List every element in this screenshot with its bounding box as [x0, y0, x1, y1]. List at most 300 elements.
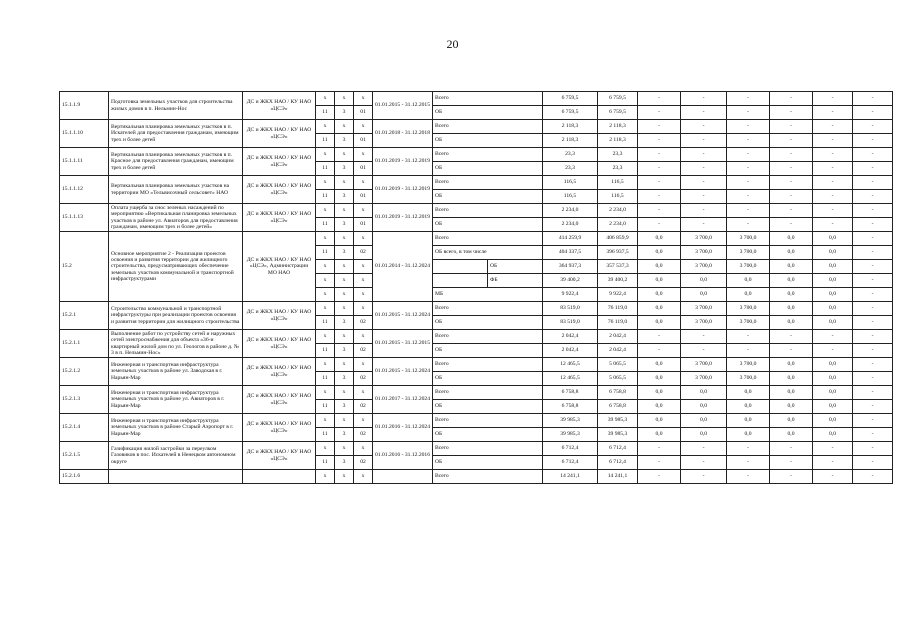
- amount-cell: 0,0: [813, 400, 853, 414]
- row-code: 15.1.1.9: [60, 92, 109, 120]
- amount-cell: -: [813, 344, 853, 358]
- table-row: [60, 148, 893, 162]
- amount-cell: -: [727, 344, 770, 358]
- amount-cell: -: [638, 190, 681, 204]
- budget-code-cell: 02: [354, 400, 373, 414]
- amount-cell: 2 234,0: [598, 218, 638, 232]
- budget-code-cell: 02: [354, 246, 373, 260]
- amount-cell: -: [853, 456, 893, 470]
- budget-code-cell: x: [316, 260, 335, 274]
- budget-code-cell: x: [354, 274, 373, 288]
- funding-source: ОБ: [433, 316, 543, 330]
- budget-code-cell: x: [316, 274, 335, 288]
- budget-code-cell: x: [335, 330, 354, 344]
- amount-cell: -: [770, 204, 813, 218]
- amount-cell: -: [638, 92, 681, 106]
- budget-code-cell: x: [335, 120, 354, 134]
- amount-cell: -: [853, 386, 893, 400]
- budget-code-cell: x: [354, 92, 373, 106]
- budget-code-cell: x: [354, 260, 373, 274]
- amount-cell: 6 758,8: [598, 400, 638, 414]
- amount-cell: -: [853, 190, 893, 204]
- amount-cell: -: [638, 176, 681, 190]
- amount-cell: -: [813, 204, 853, 218]
- funding-source: ФБ: [488, 274, 543, 288]
- amount-cell: -: [770, 92, 813, 106]
- budget-code-cell: 02: [354, 344, 373, 358]
- amount-cell: -: [853, 316, 893, 330]
- amount-cell: -: [681, 176, 727, 190]
- budget-code-cell: 11: [316, 218, 335, 232]
- funding-source: ОБ: [433, 190, 543, 204]
- row-executor: ДС и ЖКХ НАО / КУ НАО «ЦСЭ»: [243, 120, 316, 148]
- amount-cell: 0,0: [681, 274, 727, 288]
- amount-cell: 404 337,5: [543, 246, 598, 260]
- amount-cell: -: [853, 260, 893, 274]
- amount-cell: -: [770, 134, 813, 148]
- amount-cell: -: [681, 330, 727, 344]
- amount-cell: 2 042,4: [598, 330, 638, 344]
- amount-cell: -: [853, 106, 893, 120]
- amount-cell: -: [681, 190, 727, 204]
- amount-cell: -: [770, 470, 813, 484]
- row-executor: ДС и ЖКХ НАО / КУ НАО «ЦСЭ»: [243, 92, 316, 120]
- budget-code-cell: 3: [335, 400, 354, 414]
- funding-source: ОБ: [433, 428, 543, 442]
- amount-cell: 2 234,0: [543, 204, 598, 218]
- amount-cell: 2 118,3: [598, 134, 638, 148]
- row-period: 01.01.2016 - 31.12.2016: [373, 442, 433, 470]
- budget-code-cell: x: [316, 148, 335, 162]
- amount-cell: -: [853, 414, 893, 428]
- budget-code-cell: x: [335, 414, 354, 428]
- page-number: 20: [446, 37, 459, 51]
- funding-source: МБ: [433, 288, 543, 302]
- amount-cell: 0,0: [727, 400, 770, 414]
- amount-cell: -: [638, 148, 681, 162]
- budget-code-cell: 11: [316, 428, 335, 442]
- amount-cell: 6 712,4: [543, 442, 598, 456]
- row-code: 15.1.1.13: [60, 204, 109, 232]
- budget-code-cell: x: [354, 232, 373, 246]
- row-period: 01.01.2019 - 31.12.2019: [373, 176, 433, 204]
- amount-cell: -: [681, 218, 727, 232]
- funding-source: Всего: [433, 176, 543, 190]
- table-row: [60, 442, 893, 456]
- table-row: [60, 358, 893, 372]
- amount-cell: 6 759,5: [543, 106, 598, 120]
- row-executor: ДС и ЖКХ НАО / КУ НАО «ЦСЭ»: [243, 414, 316, 442]
- row-period: [373, 470, 433, 484]
- amount-cell: 39 985,3: [543, 414, 598, 428]
- amount-cell: -: [853, 120, 893, 134]
- amount-cell: -: [681, 148, 727, 162]
- amount-cell: 0,0: [770, 288, 813, 302]
- table-row: [60, 120, 893, 134]
- row-period: 01.01.2017 - 31.12.2024: [373, 386, 433, 414]
- amount-cell: 0,0: [770, 414, 813, 428]
- amount-cell: -: [727, 442, 770, 456]
- table-row: [60, 414, 893, 428]
- budget-code-cell: x: [354, 148, 373, 162]
- amount-cell: 76 119,0: [598, 316, 638, 330]
- indent-cell: [433, 274, 488, 288]
- row-period: 01.01.2016 - 31.12.2024: [373, 414, 433, 442]
- amount-cell: -: [853, 344, 893, 358]
- row-name: Выполнение работ по устройству сетей и наружных сетей электроснабжения для объекта «36-и квартирный жилой дом по ул. Геологов в районе д. № 3 в п. Нельмин-Нос»: [109, 330, 243, 358]
- row-name: Основное мероприятие 2 - Реализация проектов освоения и развития территории для жилищного строительства, предусматривающих обеспечение земельных участков коммунальной и транспортной инфраструктурами: [109, 232, 243, 302]
- row-code: 15.1.1.11: [60, 148, 109, 176]
- budget-code-cell: x: [354, 288, 373, 302]
- amount-cell: -: [681, 344, 727, 358]
- amount-cell: 39 400,2: [543, 274, 598, 288]
- budget-code-cell: 3: [335, 372, 354, 386]
- table-row: [60, 92, 893, 106]
- amount-cell: -: [727, 148, 770, 162]
- amount-cell: -: [853, 92, 893, 106]
- budget-code-cell: x: [354, 204, 373, 218]
- row-name: Строительство коммунальной и транспортной инфраструктуры при реализации проектов освоения и развития территории для жилищного строительства: [109, 302, 243, 330]
- amount-cell: 9 922,4: [543, 288, 598, 302]
- budget-code-cell: 11: [316, 344, 335, 358]
- funding-source: ОБ: [433, 400, 543, 414]
- amount-cell: 39 985,3: [598, 428, 638, 442]
- row-executor: ДС и ЖКХ НАО / КУ НАО «ЦСЭ»: [243, 386, 316, 414]
- budget-code-cell: x: [354, 330, 373, 344]
- row-executor: ДС и ЖКХ НАО / КУ НАО «ЦСЭ»: [243, 442, 316, 470]
- indent-cell: [433, 260, 488, 274]
- amount-cell: 0,0: [638, 428, 681, 442]
- row-period: 01.01.2014 - 31.12.2024: [373, 232, 433, 302]
- budget-code-cell: x: [335, 442, 354, 456]
- amount-cell: 2 042,4: [543, 344, 598, 358]
- amount-cell: 0,0: [813, 372, 853, 386]
- amount-cell: 0,0: [813, 358, 853, 372]
- amount-cell: -: [638, 162, 681, 176]
- amount-cell: 3 700,0: [681, 246, 727, 260]
- amount-cell: -: [813, 134, 853, 148]
- amount-cell: -: [638, 470, 681, 484]
- amount-cell: 3 700,0: [681, 302, 727, 316]
- amount-cell: 83 519,0: [543, 302, 598, 316]
- funding-source: ОБ: [433, 218, 543, 232]
- amount-cell: 23,3: [598, 148, 638, 162]
- table-row: [60, 470, 893, 484]
- amount-cell: 0,0: [638, 400, 681, 414]
- budget-code-cell: 11: [316, 134, 335, 148]
- amount-cell: 6 759,5: [598, 92, 638, 106]
- amount-cell: 0,0: [770, 386, 813, 400]
- row-code: 15.2.1.4: [60, 414, 109, 442]
- budget-code-cell: 3: [335, 162, 354, 176]
- amount-cell: 3 700,0: [727, 372, 770, 386]
- budget-code-cell: x: [316, 414, 335, 428]
- amount-cell: -: [638, 204, 681, 218]
- amount-cell: 0,0: [638, 358, 681, 372]
- amount-cell: 39 985,3: [543, 428, 598, 442]
- row-name: Инженерная и транспортная инфраструктура земельных участков в районе ул. Заводская в г. Нарьян-Мар: [109, 358, 243, 386]
- amount-cell: 0,0: [638, 288, 681, 302]
- funding-source: ОБ: [433, 344, 543, 358]
- budget-code-cell: x: [316, 442, 335, 456]
- amount-cell: -: [727, 106, 770, 120]
- amount-cell: 0,0: [813, 274, 853, 288]
- funding-source: Всего: [433, 148, 543, 162]
- funding-source: ОБ: [488, 260, 543, 274]
- amount-cell: 6 758,8: [543, 386, 598, 400]
- amount-cell: 12 465,5: [543, 358, 598, 372]
- budget-code-cell: x: [354, 470, 373, 484]
- row-executor: ДС и ЖКХ НАО / КУ НАО «ЦСЭ», Администрации МО НАО: [243, 232, 316, 302]
- budget-code-cell: x: [354, 358, 373, 372]
- budget-code-cell: x: [335, 386, 354, 400]
- budget-code-cell: x: [316, 302, 335, 316]
- table-row: [60, 232, 893, 246]
- amount-cell: 23,3: [543, 148, 598, 162]
- amount-cell: 406 859,9: [598, 232, 638, 246]
- amount-cell: 0,0: [813, 414, 853, 428]
- funding-source: ОБ: [433, 162, 543, 176]
- budget-code-cell: x: [316, 176, 335, 190]
- amount-cell: -: [853, 330, 893, 344]
- amount-cell: -: [727, 456, 770, 470]
- amount-cell: 364 937,3: [543, 260, 598, 274]
- amount-cell: -: [853, 246, 893, 260]
- amount-cell: -: [853, 400, 893, 414]
- amount-cell: 0,0: [813, 246, 853, 260]
- amount-cell: 6 712,4: [543, 456, 598, 470]
- amount-cell: 5 065,5: [598, 358, 638, 372]
- funding-source: Всего: [433, 302, 543, 316]
- funding-source: Всего: [433, 232, 543, 246]
- amount-cell: 0,0: [813, 386, 853, 400]
- amount-cell: 0,0: [813, 428, 853, 442]
- amount-cell: 0,0: [727, 288, 770, 302]
- row-code: 15.2.1.6: [60, 470, 109, 484]
- amount-cell: -: [770, 148, 813, 162]
- amount-cell: 39 985,3: [598, 414, 638, 428]
- amount-cell: -: [727, 92, 770, 106]
- budget-code-cell: 3: [335, 428, 354, 442]
- row-code: 15.2.1.3: [60, 386, 109, 414]
- row-period: 01.01.2015 - 31.12.2024: [373, 302, 433, 330]
- amount-cell: 6 759,5: [543, 92, 598, 106]
- amount-cell: 83 519,0: [543, 316, 598, 330]
- amount-cell: 0,0: [813, 260, 853, 274]
- amount-cell: 116,5: [598, 176, 638, 190]
- amount-cell: 0,0: [638, 260, 681, 274]
- amount-cell: -: [727, 120, 770, 134]
- budget-code-cell: 3: [335, 456, 354, 470]
- budget-code-cell: x: [335, 470, 354, 484]
- budget-code-cell: x: [354, 120, 373, 134]
- row-period: 01.01.2015 - 31.12.2024: [373, 358, 433, 386]
- amount-cell: -: [813, 162, 853, 176]
- budget-code-cell: x: [335, 92, 354, 106]
- amount-cell: 6 712,4: [598, 442, 638, 456]
- budget-table: [59, 91, 893, 484]
- amount-cell: -: [681, 204, 727, 218]
- amount-cell: 3 700,0: [727, 260, 770, 274]
- row-name: Вертикальная планировка земельных участков в п. Искателей для предоставления гражданам, имеющим трех и более детей: [109, 120, 243, 148]
- amount-cell: 0,0: [813, 316, 853, 330]
- amount-cell: -: [770, 330, 813, 344]
- amount-cell: 2 118,3: [543, 134, 598, 148]
- funding-source: Всего: [433, 358, 543, 372]
- amount-cell: 6 758,8: [598, 386, 638, 400]
- amount-cell: 3 700,0: [681, 260, 727, 274]
- budget-code-cell: 02: [354, 316, 373, 330]
- amount-cell: -: [681, 120, 727, 134]
- table-row: [60, 386, 893, 400]
- amount-cell: 39 400,2: [598, 274, 638, 288]
- budget-code-cell: 11: [316, 106, 335, 120]
- amount-cell: 2 042,4: [543, 330, 598, 344]
- amount-cell: -: [813, 190, 853, 204]
- amount-cell: 3 700,0: [681, 232, 727, 246]
- amount-cell: -: [770, 456, 813, 470]
- budget-code-cell: 3: [335, 218, 354, 232]
- amount-cell: -: [813, 442, 853, 456]
- budget-code-cell: 02: [354, 428, 373, 442]
- amount-cell: 0,0: [770, 302, 813, 316]
- amount-cell: -: [813, 456, 853, 470]
- amount-cell: 0,0: [770, 260, 813, 274]
- row-executor: ДС и ЖКХ НАО / КУ НАО «ЦСЭ»: [243, 176, 316, 204]
- amount-cell: 0,0: [681, 400, 727, 414]
- funding-source: Всего: [433, 414, 543, 428]
- row-name: [109, 470, 243, 484]
- amount-cell: 0,0: [813, 288, 853, 302]
- amount-cell: -: [813, 470, 853, 484]
- row-name: Вертикальная планировка земельных участков в п. Красное для предоставления гражданам, имеющим трех и более детей: [109, 148, 243, 176]
- amount-cell: 6 758,8: [543, 400, 598, 414]
- amount-cell: -: [770, 190, 813, 204]
- amount-cell: -: [853, 372, 893, 386]
- amount-cell: 0,0: [770, 232, 813, 246]
- amount-cell: 0,0: [813, 302, 853, 316]
- amount-cell: 0,0: [638, 232, 681, 246]
- amount-cell: 0,0: [638, 246, 681, 260]
- amount-cell: -: [638, 106, 681, 120]
- amount-cell: -: [813, 176, 853, 190]
- table-row: [60, 204, 893, 218]
- row-code: 15.2.1.5: [60, 442, 109, 470]
- budget-code-cell: x: [354, 414, 373, 428]
- amount-cell: -: [681, 134, 727, 148]
- amount-cell: 3 700,0: [727, 316, 770, 330]
- budget-code-cell: x: [316, 288, 335, 302]
- amount-cell: -: [813, 148, 853, 162]
- amount-cell: 116,5: [543, 176, 598, 190]
- row-name: Инженерная и транспортная инфраструктура земельных участков в районе ул. Авиаторов в г. Нарьян-Мар: [109, 386, 243, 414]
- amount-cell: 14 241,1: [543, 470, 598, 484]
- amount-cell: 414 259,9: [543, 232, 598, 246]
- budget-code-cell: x: [335, 260, 354, 274]
- amount-cell: 2 042,4: [598, 344, 638, 358]
- amount-cell: 3 700,0: [727, 358, 770, 372]
- row-name: Газификация жилой застройки за переулком Газовиков в пос. Искателей в Ненецком автономном округе: [109, 442, 243, 470]
- amount-cell: 0,0: [638, 302, 681, 316]
- table-row: [60, 176, 893, 190]
- amount-cell: 23,3: [598, 162, 638, 176]
- budget-code-cell: 01: [354, 106, 373, 120]
- amount-cell: -: [727, 190, 770, 204]
- amount-cell: 0,0: [638, 372, 681, 386]
- amount-cell: -: [638, 344, 681, 358]
- budget-code-cell: 11: [316, 162, 335, 176]
- row-executor: ДС и ЖКХ НАО / КУ НАО «ЦСЭ»: [243, 302, 316, 330]
- amount-cell: -: [853, 176, 893, 190]
- amount-cell: -: [853, 232, 893, 246]
- budget-code-cell: x: [316, 358, 335, 372]
- budget-code-cell: x: [354, 386, 373, 400]
- amount-cell: -: [853, 148, 893, 162]
- budget-code-cell: x: [335, 148, 354, 162]
- budget-code-cell: 3: [335, 134, 354, 148]
- amount-cell: -: [813, 120, 853, 134]
- amount-cell: -: [770, 218, 813, 232]
- amount-cell: 9 922,4: [598, 288, 638, 302]
- funding-source: Всего: [433, 442, 543, 456]
- amount-cell: -: [681, 162, 727, 176]
- budget-code-cell: 11: [316, 246, 335, 260]
- funding-source: ОБ: [433, 456, 543, 470]
- budget-code-cell: x: [316, 386, 335, 400]
- budget-code-cell: 11: [316, 190, 335, 204]
- amount-cell: -: [853, 218, 893, 232]
- amount-cell: -: [853, 274, 893, 288]
- funding-source: Всего: [433, 120, 543, 134]
- budget-code-cell: x: [335, 302, 354, 316]
- amount-cell: 0,0: [770, 274, 813, 288]
- row-period: 01.01.2019 - 31.12.2019: [373, 148, 433, 176]
- amount-cell: 0,0: [681, 288, 727, 302]
- amount-cell: -: [638, 120, 681, 134]
- budget-code-cell: x: [316, 232, 335, 246]
- budget-code-cell: 3: [335, 344, 354, 358]
- budget-code-cell: x: [316, 470, 335, 484]
- amount-cell: -: [853, 358, 893, 372]
- budget-code-cell: 3: [335, 316, 354, 330]
- amount-cell: -: [681, 456, 727, 470]
- row-executor: ДС и ЖКХ НАО / КУ НАО «ЦСЭ»: [243, 358, 316, 386]
- budget-code-cell: x: [335, 274, 354, 288]
- row-executor: ДС и ЖКХ НАО / КУ НАО «ЦСЭ»: [243, 148, 316, 176]
- budget-code-cell: x: [354, 442, 373, 456]
- amount-cell: -: [638, 442, 681, 456]
- row-code: 15.2: [60, 232, 109, 302]
- amount-cell: 0,0: [770, 400, 813, 414]
- row-name: Вертикальная планировка земельных участков на территории МО «Тельвисочный сельсовет» НАО: [109, 176, 243, 204]
- funding-source: ОБ всего, в том числе: [433, 246, 543, 260]
- amount-cell: -: [727, 204, 770, 218]
- budget-code-cell: 11: [316, 372, 335, 386]
- amount-cell: -: [727, 134, 770, 148]
- funding-source: ОБ: [433, 106, 543, 120]
- funding-source: Всего: [433, 204, 543, 218]
- funding-source: Всего: [433, 470, 543, 484]
- budget-code-cell: x: [354, 176, 373, 190]
- amount-cell: -: [813, 106, 853, 120]
- row-executor: ДС и ЖКХ НАО / КУ НАО «ЦСЭ»: [243, 204, 316, 232]
- budget-code-cell: x: [335, 358, 354, 372]
- amount-cell: 3 700,0: [727, 302, 770, 316]
- row-name: Подготовка земельных участков для строительства жилых домов в п. Нельмин-Нос: [109, 92, 243, 120]
- row-name: Оплата ущерба за снос зеленых насаждений по мероприятию «Вертикальная планировка земельных участков в районе ул. Авиаторов для предоставления гражданам, имеющим трех и более детей»: [109, 204, 243, 232]
- amount-cell: -: [853, 162, 893, 176]
- amount-cell: 0,0: [638, 316, 681, 330]
